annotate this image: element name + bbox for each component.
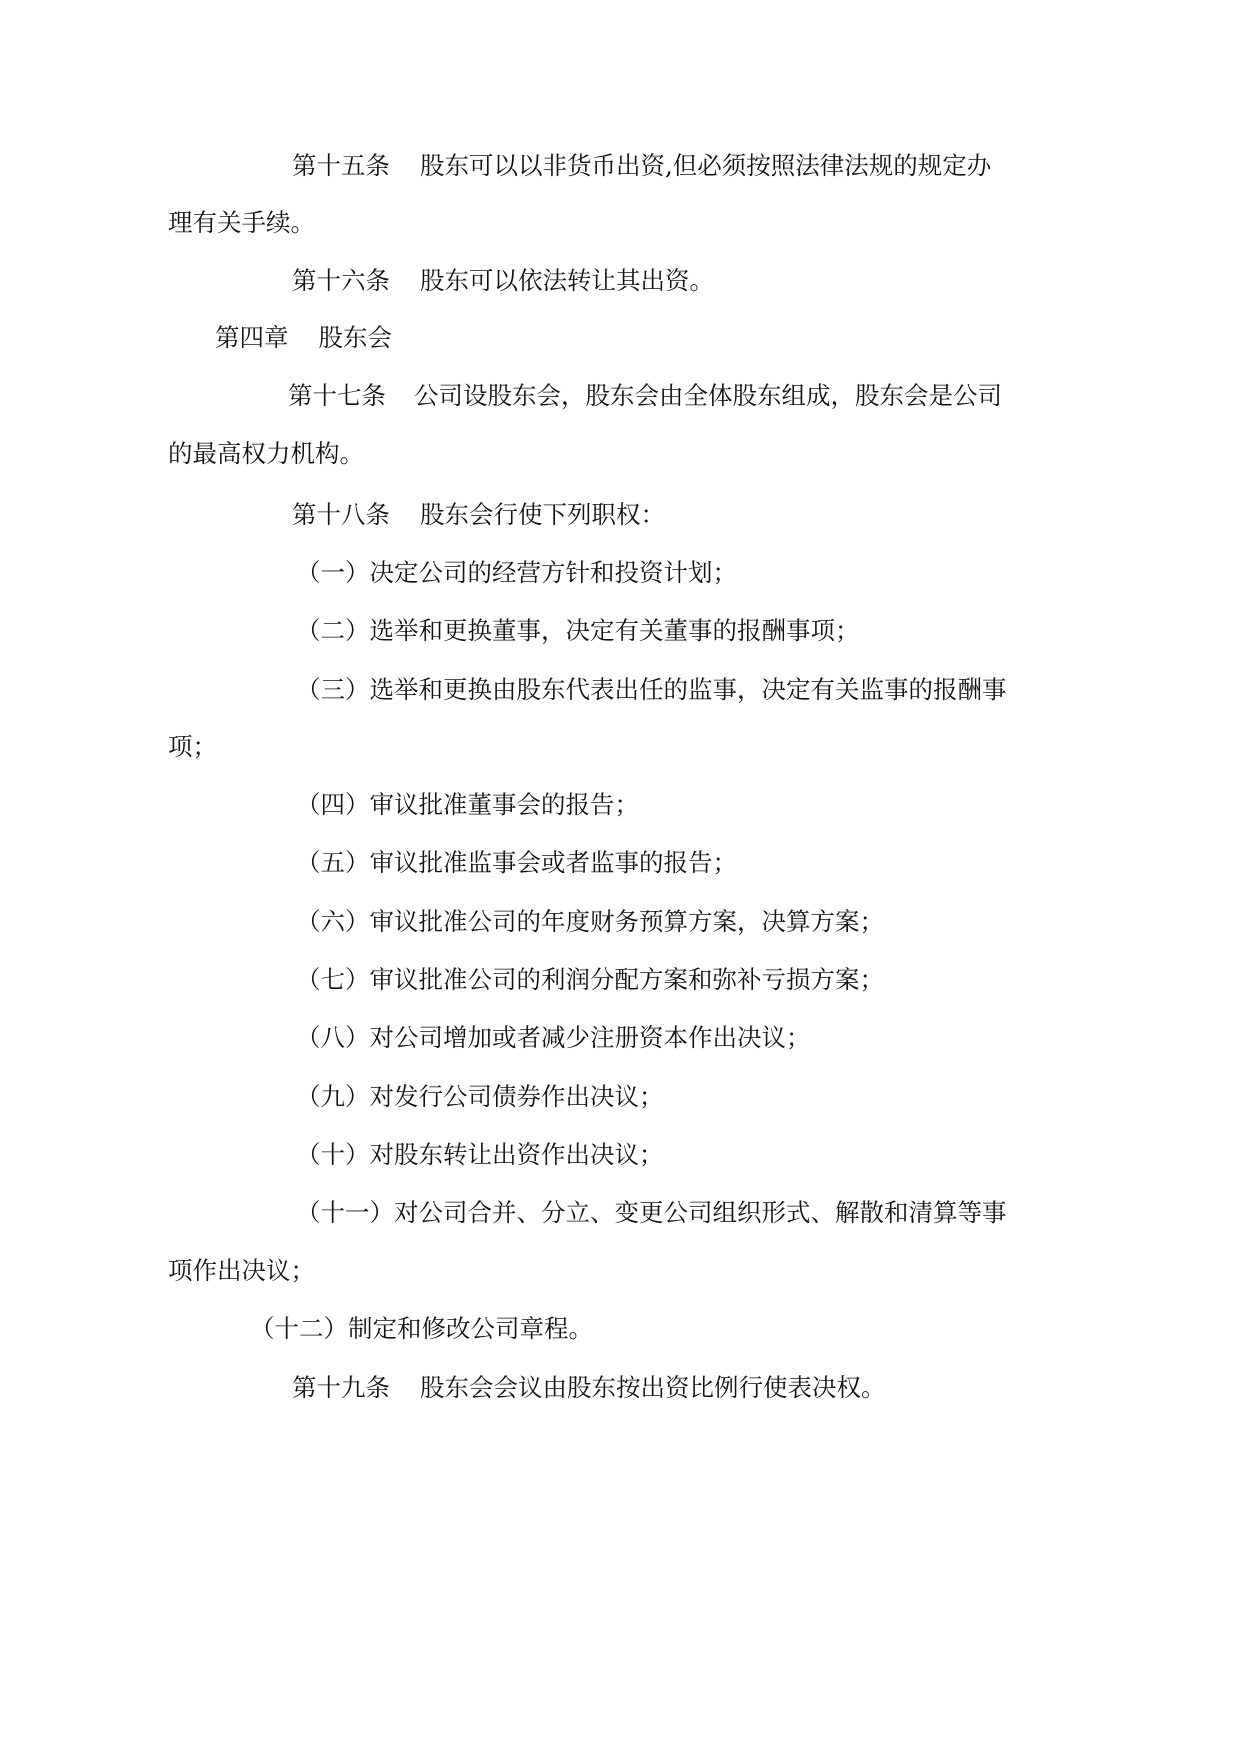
article-17-text: 公司设股东会，股东会由全体股东组成，股东会是公司 xyxy=(414,381,1002,410)
article-19 xyxy=(292,1371,886,1405)
article-15-line-2: 理有关手续。 xyxy=(168,208,315,237)
power-item-6: （六）审议批准公司的年度财务预算方案，决算方案； xyxy=(296,907,884,936)
power-item-3-line-2: 项； xyxy=(168,732,217,761)
power-item-2: （二）选举和更换董事，决定有关董事的报酬事项； xyxy=(296,616,860,645)
chapter-4-number: 第四章 xyxy=(215,323,289,352)
article-16-number: 第十六条 xyxy=(292,266,390,295)
power-item-4: （四）审议批准董事会的报告； xyxy=(296,790,639,819)
chapter-4-title: 股东会 xyxy=(318,323,392,352)
power-item-11-line-1: （十一）对公司合并、分立、变更公司组织形式、解散和清算等事 xyxy=(296,1198,1007,1227)
article-16-text: 股东可以依法转让其出资。 xyxy=(420,266,714,295)
article-17-line-2: 的最高权力机构。 xyxy=(168,439,364,468)
power-item-10: （十）对股东转让出资作出决议； xyxy=(296,1140,664,1169)
power-item-11-line-2: 项作出决议； xyxy=(168,1256,315,1285)
article-18-number: 第十八条 xyxy=(292,500,390,529)
article-15-number: 第十五条 xyxy=(292,151,390,180)
article-19-number: 第十九条 xyxy=(292,1373,390,1402)
article-17-number: 第十七条 xyxy=(288,381,386,410)
article-18 xyxy=(292,498,665,532)
power-item-1: （一）决定公司的经营方针和投资计划； xyxy=(296,558,737,587)
article-17-line-1 xyxy=(288,379,1002,413)
power-item-12: （十二）制定和修改公司章程。 xyxy=(250,1314,593,1343)
article-15-text: 股东可以以非货币出资,但必须按照法律法规的规定办 xyxy=(420,151,992,180)
power-item-9: （九）对发行公司债券作出决议； xyxy=(296,1082,664,1111)
power-item-8: （八）对公司增加或者减少注册资本作出决议； xyxy=(296,1023,811,1052)
article-19-text: 股东会会议由股东按出资比例行使表决权。 xyxy=(420,1373,886,1402)
power-item-5: （五）审议批准监事会或者监事的报告； xyxy=(296,848,737,877)
article-16 xyxy=(292,264,714,298)
article-15-line-1 xyxy=(292,149,991,183)
power-item-3-line-1: （三）选举和更换由股东代表出任的监事，决定有关监事的报酬事 xyxy=(296,675,1007,704)
chapter-4-heading xyxy=(215,321,392,355)
article-18-text: 股东会行使下列职权： xyxy=(420,500,665,529)
power-item-7: （七）审议批准公司的利润分配方案和弥补亏损方案； xyxy=(296,965,884,994)
